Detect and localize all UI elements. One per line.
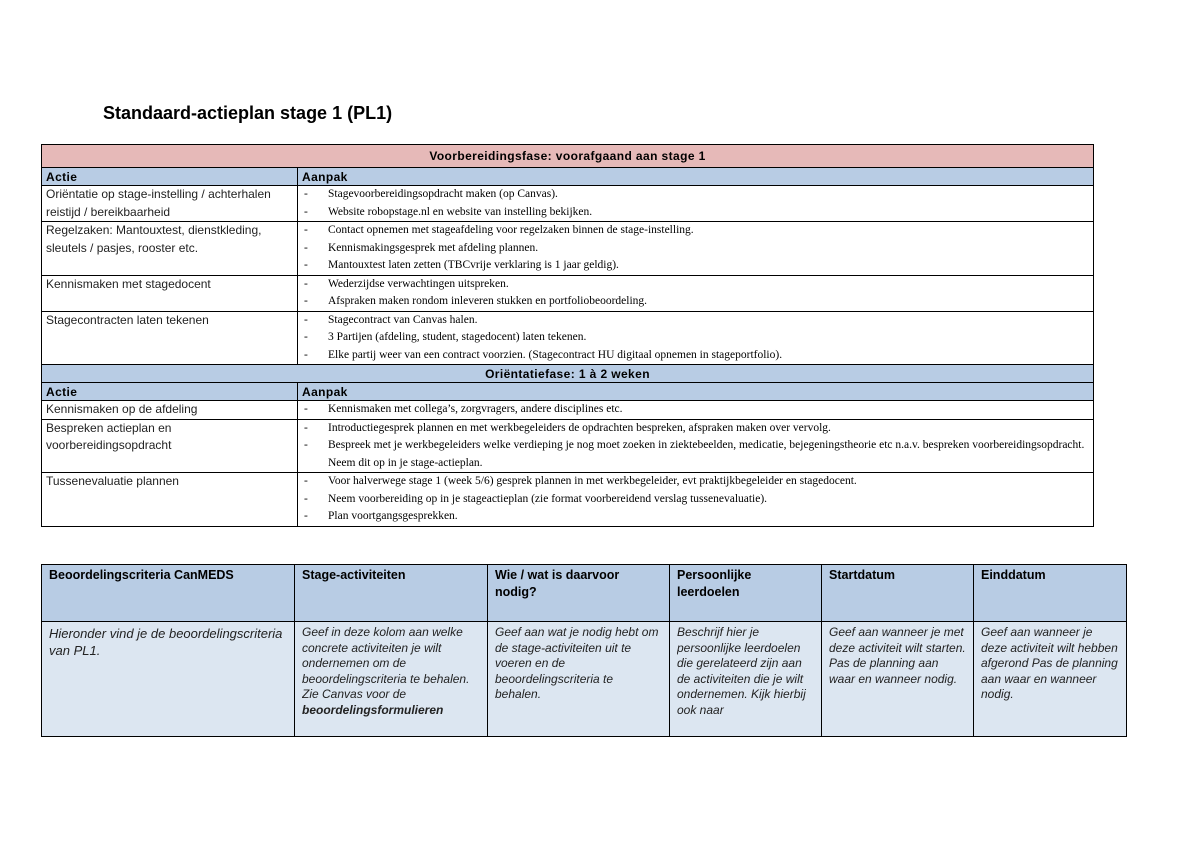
phase2-title: Oriëntatiefase: 1 à 2 weken — [42, 365, 1094, 383]
table-row — [42, 222, 1094, 276]
startdatum-text: Geef aan wanneer je met deze activiteit wilt starten. Pas de planning aan waar en wanneer nodig. — [829, 625, 966, 686]
aanpak-item: - Bespreek met je werkbegeleiders welke verdieping je nog moet zoeken in ziektebeelden, medicatie, bejegeningstheorie etc n.a.v. bespreken voorbereidingsopdracht. Neem dit op in je stage-actieplan. — [302, 437, 1089, 472]
aanpak-item: - 3 Partijen (afdeling, student, stagedocent) laten tekenen. — [302, 329, 1089, 347]
criteria-text: Hieronder vind je de beoordelingscriteria van PL1. — [49, 626, 283, 658]
criteria-cell — [42, 622, 295, 737]
criteria-table — [41, 564, 1127, 737]
table-row — [42, 186, 1094, 222]
col-aanpak-header: Aanpak — [298, 168, 1094, 186]
header-einddatum: Einddatum — [974, 565, 1127, 622]
col-actie-header: Actie — [42, 168, 298, 186]
aanpak-cell — [298, 222, 1094, 276]
phase2-header-row — [42, 365, 1094, 383]
leerdoelen-cell — [670, 622, 822, 737]
header-activiteiten: Stage-activiteiten — [295, 565, 488, 622]
col-actie-header: Actie — [42, 383, 298, 401]
leerdoelen-text: Beschrijf hier je persoonlijke leerdoelen die gerelateerd zijn aan de activiteiten die je wilt ondernemen. Kijk hierbij ook naar — [677, 625, 806, 717]
col-aanpak-header: Aanpak — [298, 383, 1094, 401]
actie-cell: Oriëntatie op stage-instelling / achterhalen reistijd / bereikbaarheid — [42, 186, 298, 222]
aanpak-item: - Introductiegesprek plannen en met werkbegeleiders de opdrachten bespreken, afspraken maken over vervolg. — [302, 420, 1089, 438]
aanpak-cell — [298, 275, 1094, 311]
einddatum-text: Geef aan wanneer je deze activiteit wilt hebben afgerond Pas de planning aan waar en wanneer nodig. — [981, 625, 1118, 701]
aanpak-item: - Kennismakingsgesprek met afdeling plannen. — [302, 240, 1089, 258]
actie-cell: Stagecontracten laten tekenen — [42, 311, 298, 365]
aanpak-item: - Contact opnemen met stageafdeling voor regelzaken binnen de stage-instelling. — [302, 222, 1089, 240]
aanpak-cell — [298, 401, 1094, 420]
phase1-title: Voorbereidingsfase: voorafgaand aan stage 1 — [42, 145, 1094, 168]
table-row — [42, 311, 1094, 365]
activiteiten-text: Geef in deze kolom aan welke concrete activiteiten je wilt ondernemen om de beoordelingscriteria te behalen. Zie Canvas voor de — [302, 625, 470, 701]
header-canmeds: Beoordelingscriteria CanMEDS — [42, 565, 295, 622]
actie-cell: Tussenevaluatie plannen — [42, 473, 298, 527]
criteria-header-row — [42, 565, 1127, 622]
aanpak-item: - Neem voorbereiding op in je stageactieplan (zie format voorbereidend verslag tussenevaluatie). — [302, 491, 1089, 509]
header-startdatum: Startdatum — [822, 565, 974, 622]
actie-cell: Kennismaken met stagedocent — [42, 275, 298, 311]
wie-wat-text: Geef aan wat je nodig hebt om de stage-activiteiten uit te voeren en de beoordelingscriteria te behalen. — [495, 625, 659, 701]
aanpak-item: - Voor halverwege stage 1 (week 5/6) gesprek plannen in met werkbegeleider, evt praktijkbegeleider en stagedocent. — [302, 473, 1089, 491]
aanpak-item: - Stagevoorbereidingsopdracht maken (op Canvas). — [302, 186, 1089, 204]
activiteiten-cell — [295, 622, 488, 737]
aanpak-item: - Plan voortgangsgesprekken. — [302, 508, 1089, 526]
aanpak-item: - Elke partij weer van een contract voorzien. (Stagecontract HU digitaal opnemen in stageportfolio). — [302, 347, 1089, 365]
wie-wat-cell — [488, 622, 670, 737]
actie-cell: Regelzaken: Mantouxtest, dienstkleding, sleutels / pasjes, rooster etc. — [42, 222, 298, 276]
aanpak-item: - Kennismaken met collega’s, zorgvragers, andere disciplines etc. — [302, 401, 1089, 419]
aanpak-item: - Mantouxtest laten zetten (TBCvrije verklaring is 1 jaar geldig). — [302, 257, 1089, 275]
column-header-row — [42, 168, 1094, 186]
action-plan-table — [41, 144, 1094, 527]
aanpak-item: - Wederzijdse verwachtingen uitspreken. — [302, 276, 1089, 294]
formulieren-bold: beoordelingsformulieren — [302, 702, 444, 717]
aanpak-cell — [298, 186, 1094, 222]
actie-cell: Bespreken actieplan en voorbereidingsopdracht — [42, 419, 298, 473]
table-row — [42, 473, 1094, 527]
phase1-header-row — [42, 145, 1094, 168]
aanpak-cell — [298, 473, 1094, 527]
table-row — [42, 275, 1094, 311]
actie-cell: Kennismaken op de afdeling — [42, 401, 298, 420]
criteria-row — [42, 622, 1127, 737]
page-title: Standaard-actieplan stage 1 (PL1) — [103, 103, 393, 123]
table-row — [42, 401, 1094, 420]
aanpak-cell — [298, 311, 1094, 365]
aanpak-item: - Website robopstage.nl en website van instelling bekijken. — [302, 204, 1089, 222]
startdatum-cell — [822, 622, 974, 737]
header-wie-wat: Wie / wat is daarvoor nodig? — [488, 565, 670, 622]
table-row — [42, 419, 1094, 473]
column-header-row — [42, 383, 1094, 401]
aanpak-cell — [298, 419, 1094, 473]
einddatum-cell — [974, 622, 1127, 737]
aanpak-item: - Afspraken maken rondom inleveren stukken en portfoliobeoordeling. — [302, 293, 1089, 311]
aanpak-item: - Stagecontract van Canvas halen. — [302, 312, 1089, 330]
header-leerdoelen: Persoonlijke leerdoelen — [670, 565, 822, 622]
